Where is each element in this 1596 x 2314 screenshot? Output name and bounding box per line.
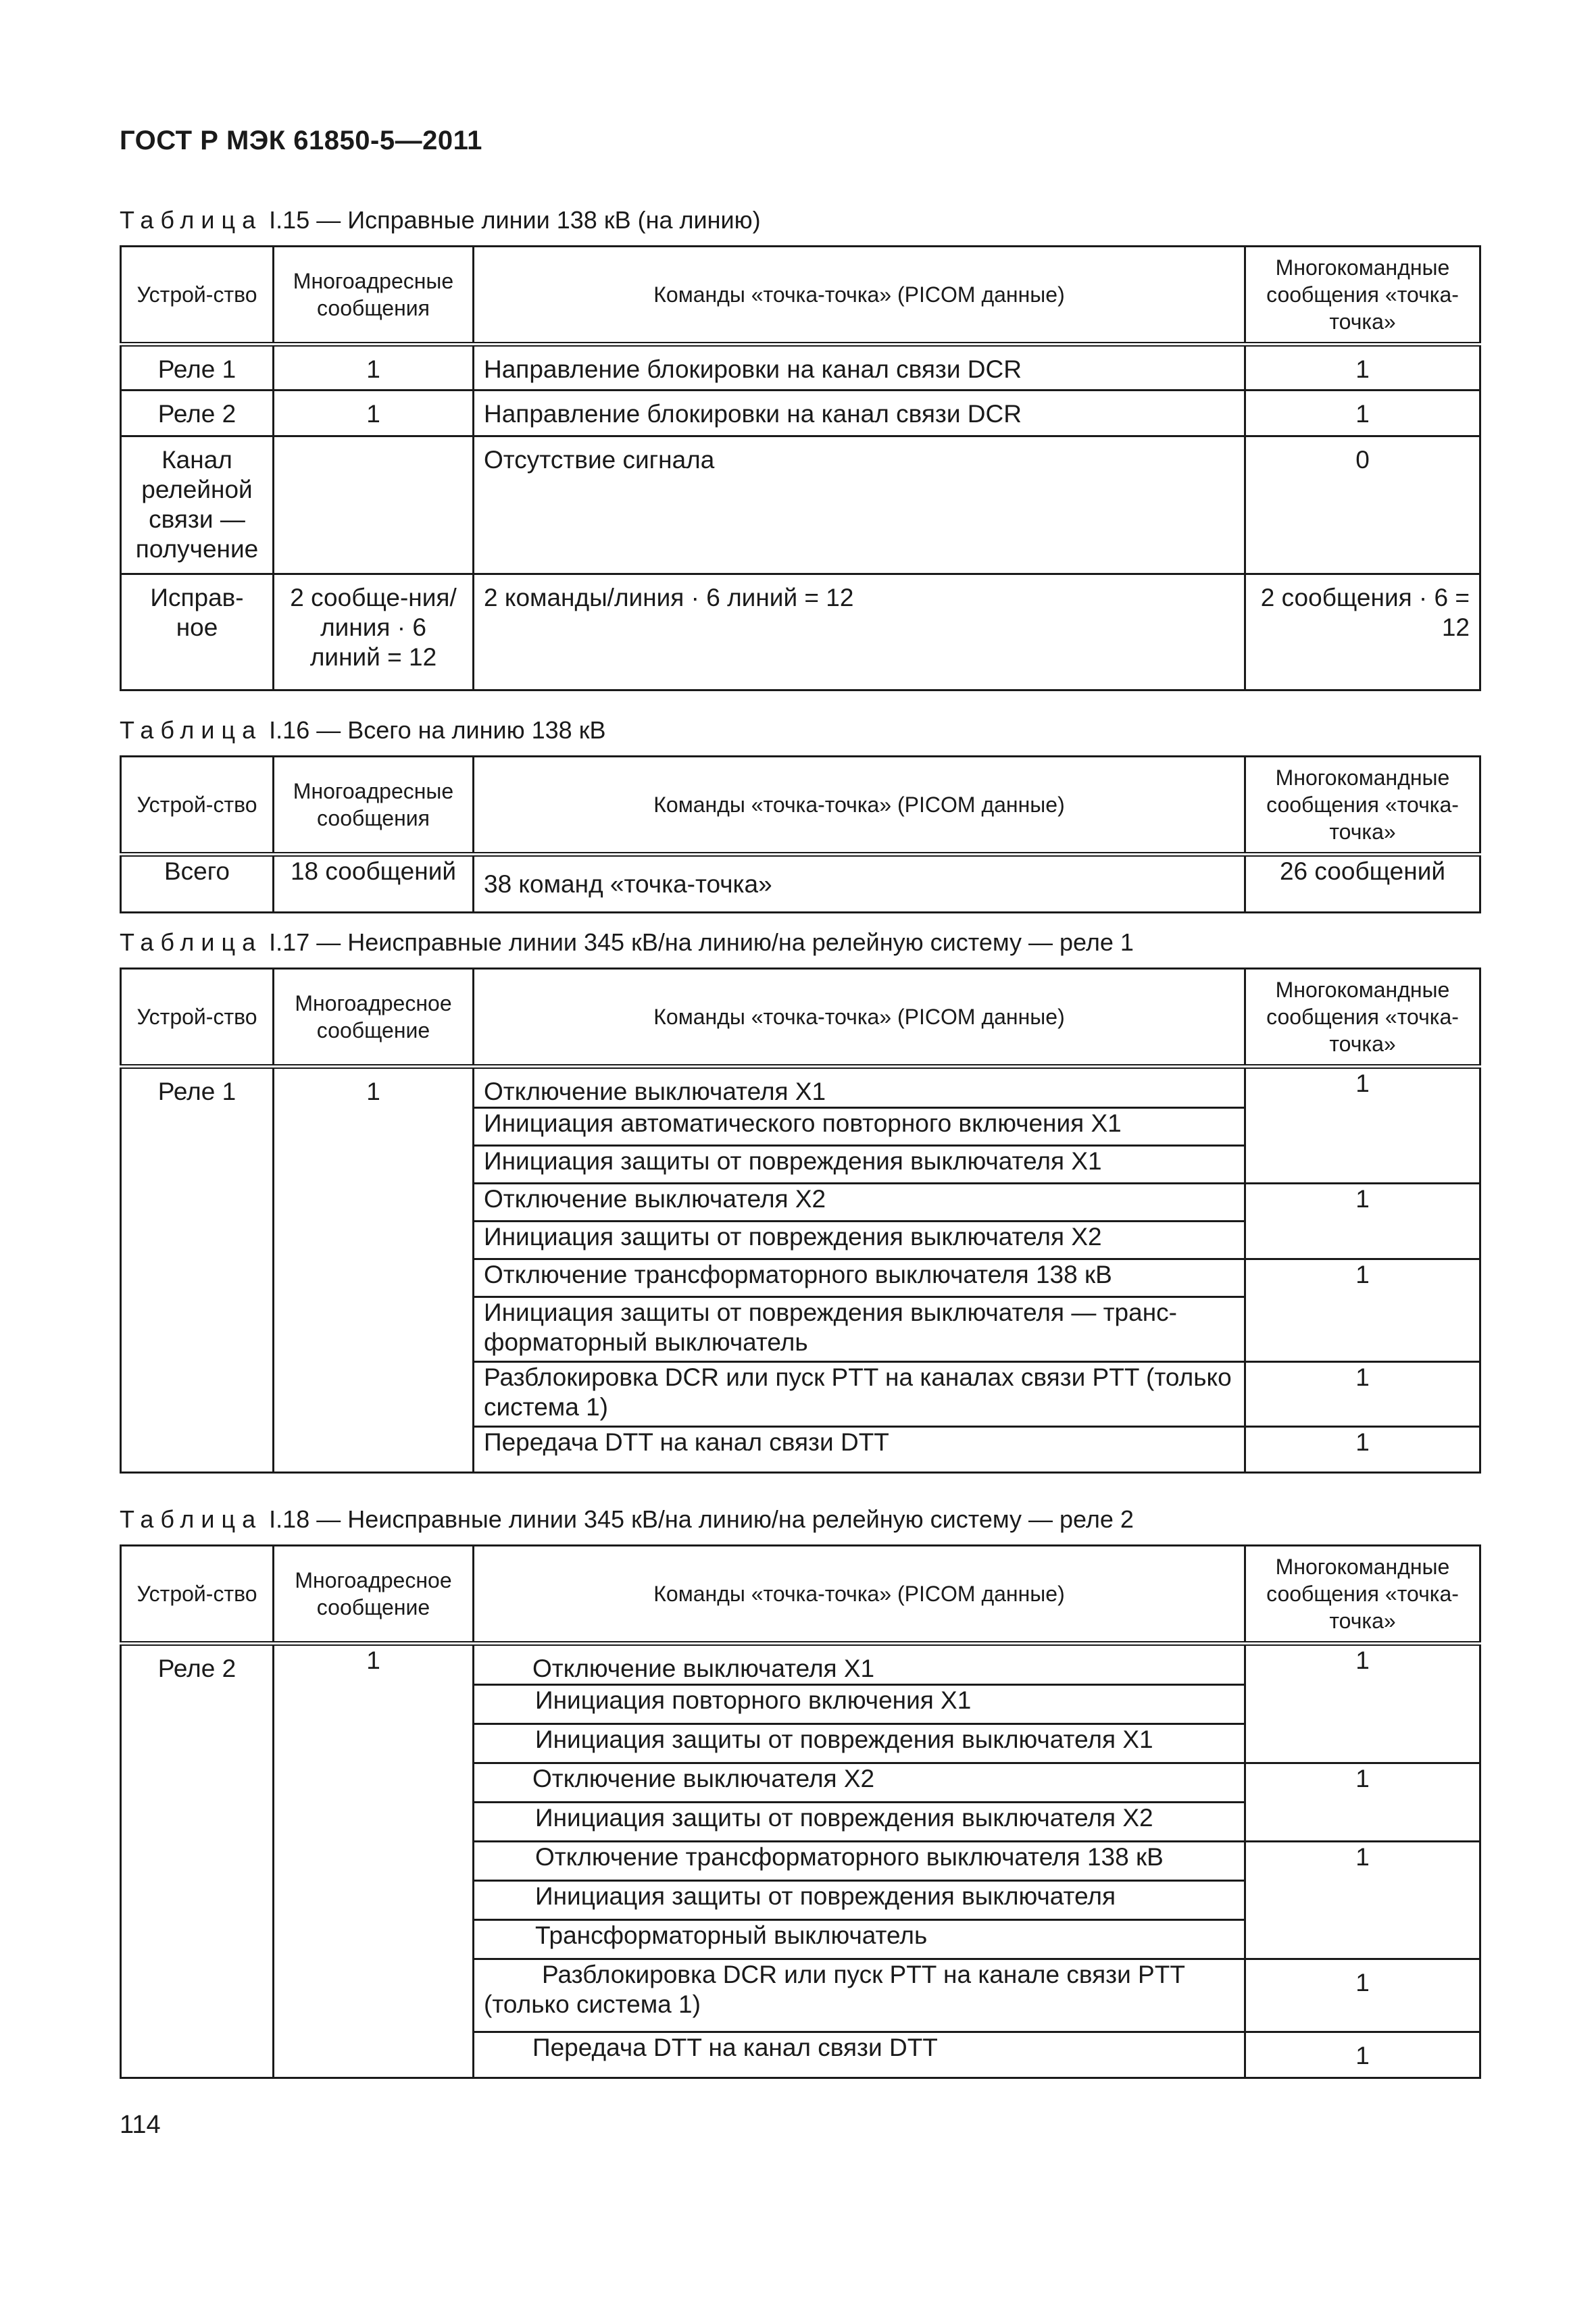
- cell-multicast: 1: [274, 1644, 474, 2078]
- cell-multicast: 18 сообщений: [274, 855, 474, 913]
- cell-command: Инициация защиты от повреждения выключателя: [474, 1881, 1245, 1920]
- table-row: [121, 436, 1480, 574]
- cell-command: Отключение трансформаторного выключателя 138 кВ: [474, 1259, 1245, 1297]
- table-row: [121, 391, 1480, 436]
- cell-command: Инициация защиты от повреждения выключателя X1: [474, 1724, 1245, 1763]
- caption-text: I.16 — Всего на линию 138 кВ: [269, 716, 606, 744]
- cell-command: 38 команд «точка-точка»: [474, 855, 1245, 913]
- col-multicast: Многоадресные сообщения: [274, 247, 474, 345]
- table16-caption: [120, 716, 605, 745]
- cell-command: Разблокировка DCR или пуск PTT на канале связи PTT (только система 1): [474, 1959, 1245, 2032]
- table-header-row: [121, 1546, 1480, 1644]
- cell-multicommand: 1: [1245, 1427, 1480, 1473]
- col-device: Устрой-ство: [121, 969, 274, 1067]
- col-commands: Команды «точка-точка» (PICOM данные): [474, 969, 1245, 1067]
- table17-caption: [120, 928, 1134, 957]
- table-header-row: [121, 247, 1480, 345]
- col-commands: Команды «точка-точка» (PICOM данные): [474, 1546, 1245, 1644]
- col-multicommand: Многокомандные сообщения «точка-точка»: [1245, 757, 1480, 855]
- table18-caption: [120, 1505, 1134, 1534]
- cell-command: 2 команды/линия · 6 линий = 12: [474, 574, 1245, 690]
- table-header-row: [121, 969, 1480, 1067]
- col-multicommand: Многокомандные сообщения «точка-точка»: [1245, 969, 1480, 1067]
- cell-command: Передача DTT на канал связи DTT: [474, 1427, 1245, 1473]
- cell-command: Инициация защиты от повреждения выключателя X1: [474, 1146, 1245, 1184]
- table16: [120, 755, 1481, 913]
- caption-prefix: Таблица: [120, 206, 263, 234]
- cell-command: Отключение выключателя X1: [474, 1644, 1245, 1685]
- col-device: Устрой-ство: [121, 1546, 274, 1644]
- col-device: Устрой-ство: [121, 247, 274, 345]
- cell-device: Всего: [121, 855, 274, 913]
- table-row: [121, 1644, 1480, 1685]
- page-number: 114: [120, 2111, 161, 2139]
- cell-multicommand: 1: [1245, 1842, 1480, 1959]
- cell-command: Инициация защиты от повреждения выключателя X2: [474, 1222, 1245, 1259]
- cell-multicommand: 1: [1245, 1959, 1480, 2032]
- caption-prefix: Таблица: [120, 716, 263, 744]
- caption-prefix: Таблица: [120, 1505, 263, 1533]
- cell-multicommand: 1: [1245, 1362, 1480, 1427]
- cell-device: Исправ-ное: [121, 574, 274, 690]
- cell-multicommand: 1: [1245, 2032, 1480, 2078]
- cell-command: Инициация автоматического повторного включения X1: [474, 1108, 1245, 1146]
- cell-multicommand: 1: [1245, 391, 1480, 436]
- table-row: [121, 855, 1480, 913]
- caption-text: I.17 — Неисправные линии 345 кВ/на линию/на релейную систему — реле 1: [269, 928, 1134, 956]
- cell-command: Отключение выключателя X1: [474, 1067, 1245, 1108]
- cell-multicommand: 1: [1245, 1644, 1480, 1763]
- cell-device: Канал релейной связи — получение: [121, 436, 274, 574]
- cell-multicast: 2 сообще-ния/линия · 6 линий = 12: [274, 574, 474, 690]
- col-multicommand: Многокомандные сообщения «точка-точка»: [1245, 247, 1480, 345]
- cell-command: Отсутствие сигнала: [474, 436, 1245, 574]
- caption-prefix: Таблица: [120, 928, 263, 956]
- cell-multicast: 1: [274, 1067, 474, 1473]
- col-device: Устрой-ство: [121, 757, 274, 855]
- cell-command: Передача DTT на канал связи DTT: [474, 2032, 1245, 2078]
- table-header-row: [121, 757, 1480, 855]
- table18: [120, 1544, 1481, 2079]
- cell-command: Инициация защиты от повреждения выключателя — транс-форматорный выключатель: [474, 1297, 1245, 1362]
- col-commands: Команды «точка-точка» (PICOM данные): [474, 247, 1245, 345]
- cell-command: Отключение выключателя X2: [474, 1184, 1245, 1222]
- cell-multicommand: 1: [1245, 1067, 1480, 1184]
- cell-device: Реле 1: [121, 345, 274, 391]
- caption-text: I.18 — Неисправные линии 345 кВ/на линию/на релейную систему — реле 2: [269, 1505, 1134, 1533]
- cell-multicommand: 0: [1245, 436, 1480, 574]
- cell-command: Отключение трансформаторного выключателя 138 кВ: [474, 1842, 1245, 1881]
- caption-text: I.15 — Исправные линии 138 кВ (на линию): [269, 206, 761, 234]
- cell-multicommand: 26 сообщений: [1245, 855, 1480, 913]
- cell-command: Направление блокировки на канал связи DCR: [474, 391, 1245, 436]
- cell-multicommand: 1: [1245, 1184, 1480, 1259]
- table-row: [121, 574, 1480, 690]
- cell-multicast: 1: [274, 345, 474, 391]
- cell-command: Направление блокировки на канал связи DCR: [474, 345, 1245, 391]
- col-commands: Команды «точка-точка» (PICOM данные): [474, 757, 1245, 855]
- table15: [120, 245, 1481, 691]
- col-multicast: Многоадресное сообщение: [274, 969, 474, 1067]
- cell-device: Реле 2: [121, 1644, 274, 2078]
- cell-device: Реле 1: [121, 1067, 274, 1473]
- table17: [120, 967, 1481, 1474]
- cell-command: Инициация защиты от повреждения выключателя X2: [474, 1803, 1245, 1842]
- col-multicast: Многоадресное сообщение: [274, 1546, 474, 1644]
- cell-device: Реле 2: [121, 391, 274, 436]
- cell-multicommand: 1: [1245, 345, 1480, 391]
- cell-multicommand: 1: [1245, 1763, 1480, 1842]
- cell-multicommand: 1: [1245, 1259, 1480, 1362]
- col-multicommand: Многокомандные сообщения «точка-точка»: [1245, 1546, 1480, 1644]
- table-row: [121, 345, 1480, 391]
- cell-multicast: [274, 436, 474, 574]
- cell-multicommand: 2 сообщения · 6 = 12: [1245, 574, 1480, 690]
- cell-command: Инициация повторного включения X1: [474, 1685, 1245, 1724]
- cell-command: Отключение выключателя X2: [474, 1763, 1245, 1803]
- cell-command: Разблокировка DCR или пуск PTT на каналах связи PTT (только система 1): [474, 1362, 1245, 1427]
- table-row: [121, 1067, 1480, 1108]
- cell-multicast: 1: [274, 391, 474, 436]
- document-header: ГОСТ Р МЭК 61850-5—2011: [120, 126, 482, 155]
- table15-caption: [120, 206, 761, 234]
- col-multicast: Многоадресные сообщения: [274, 757, 474, 855]
- cell-command: Трансформаторный выключатель: [474, 1920, 1245, 1959]
